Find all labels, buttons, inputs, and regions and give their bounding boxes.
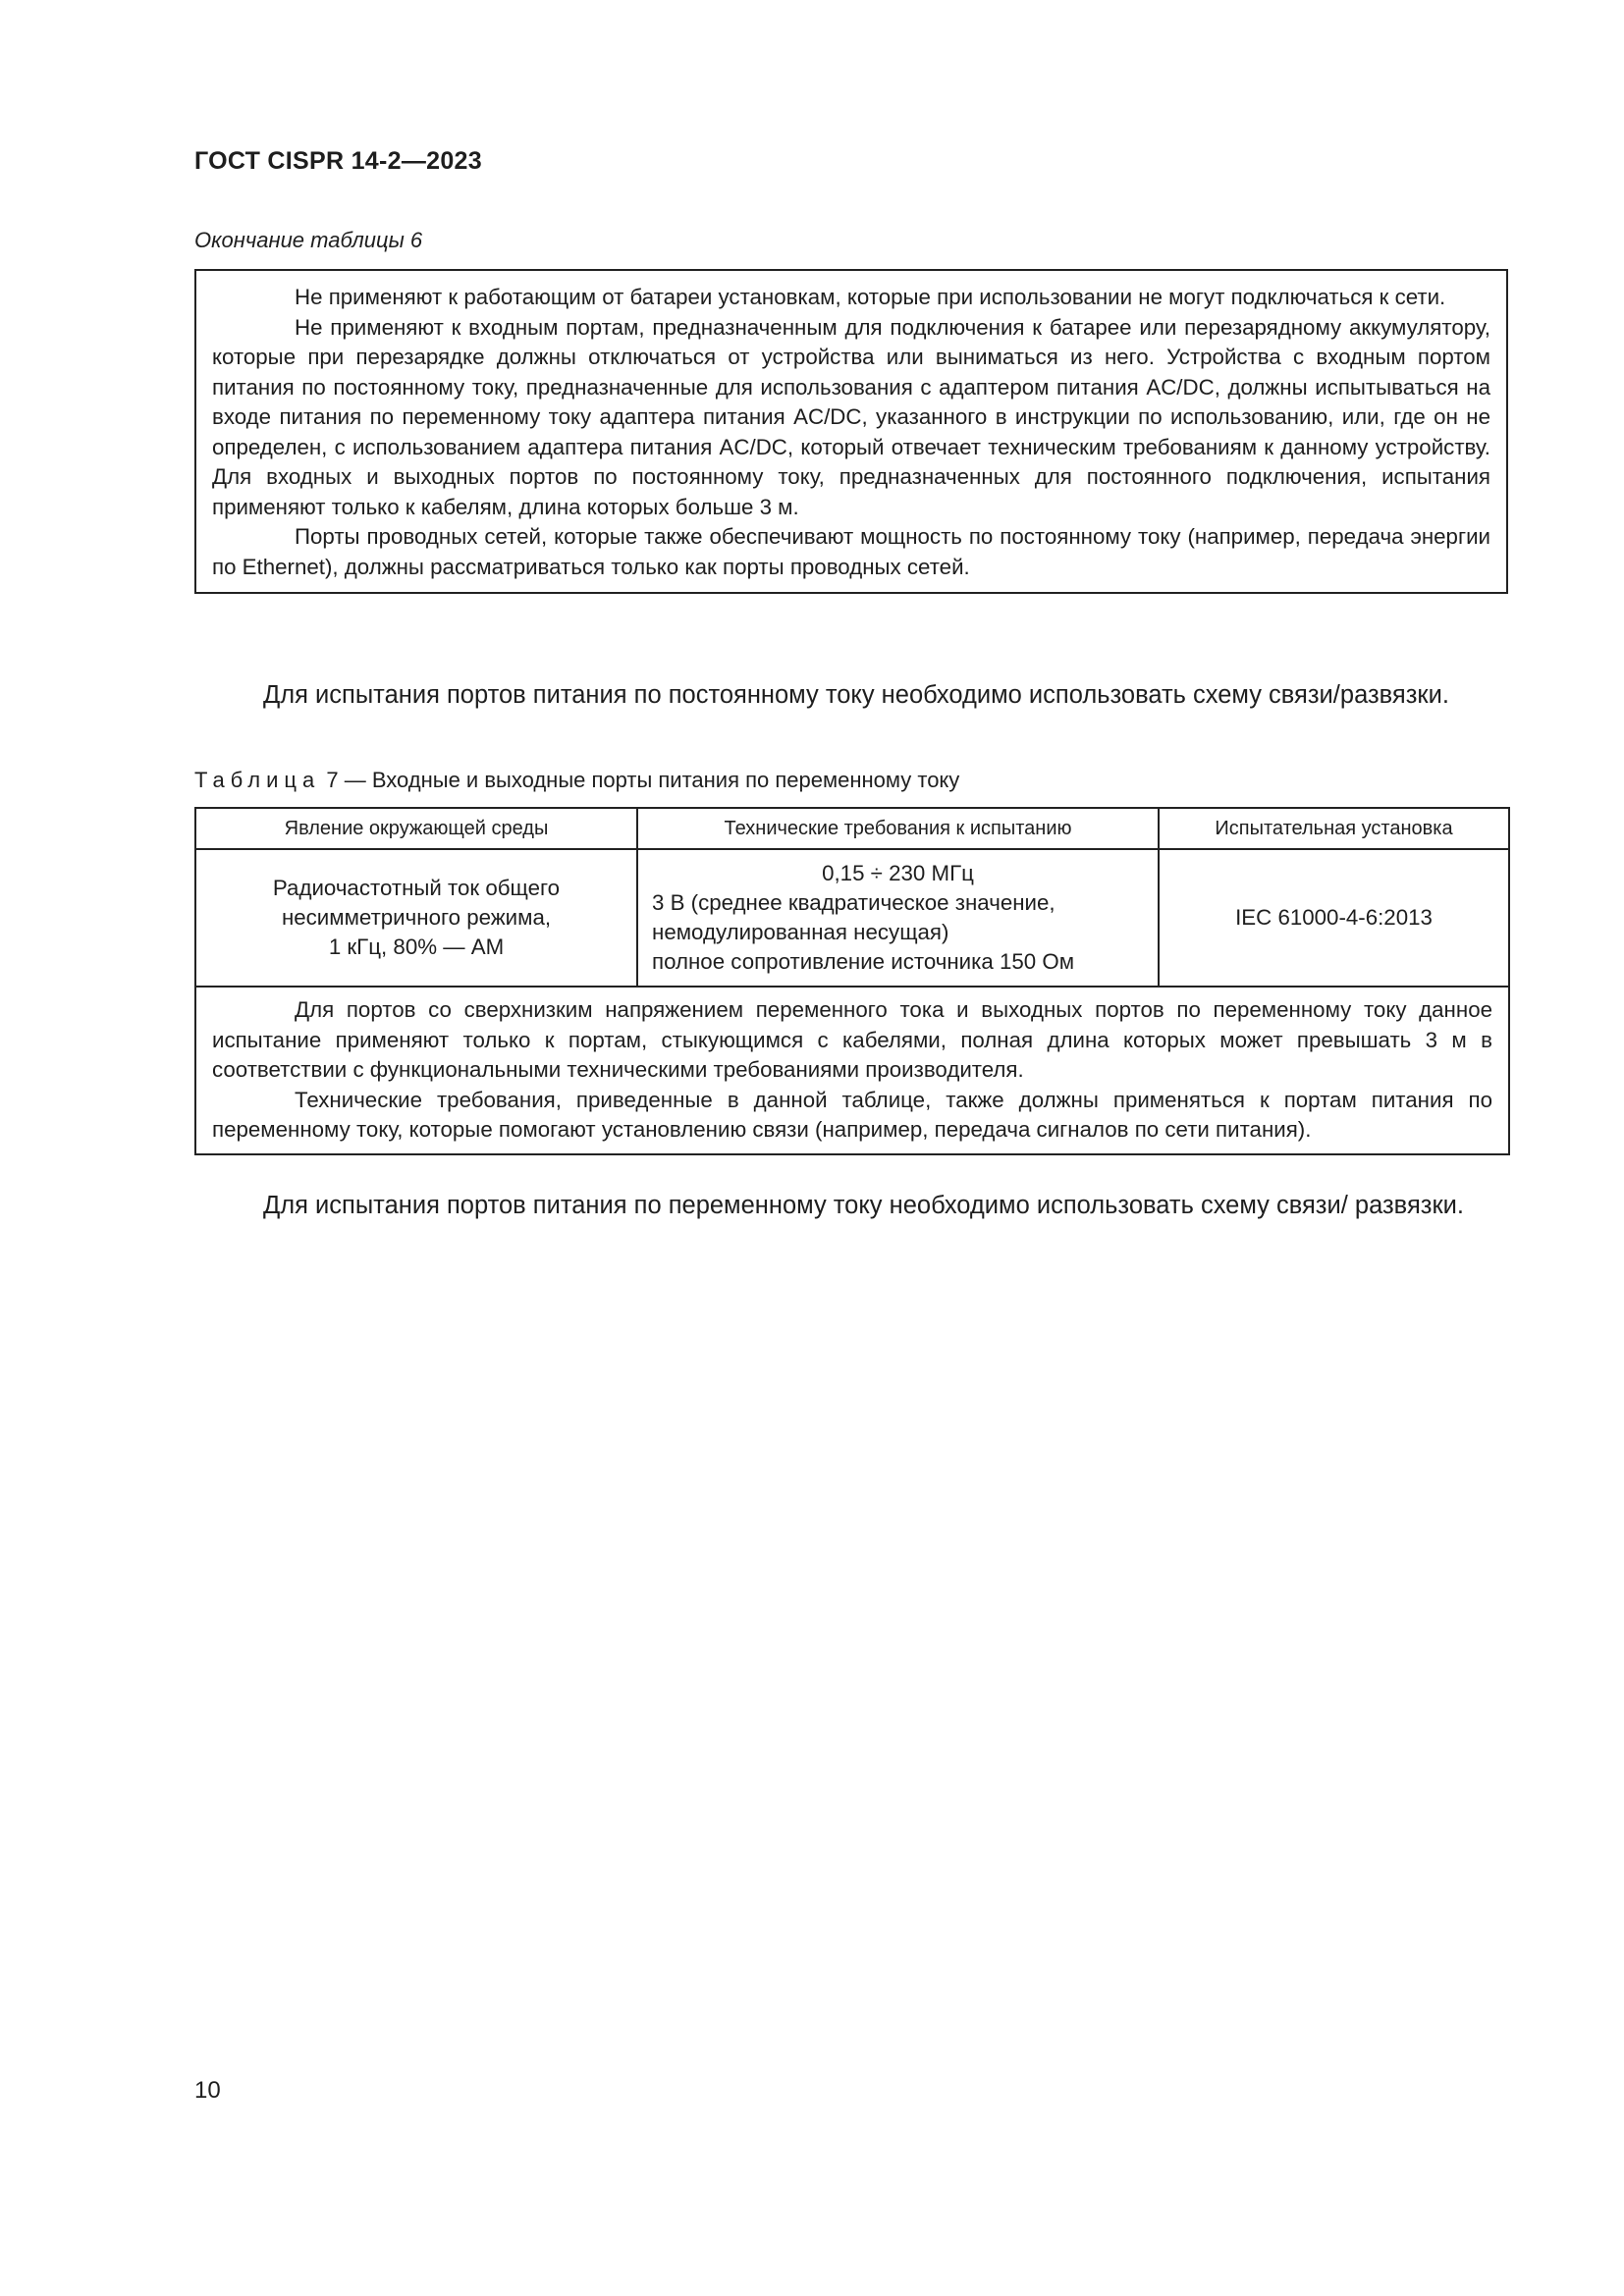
cell-line: Радиочастотный ток общего (272, 876, 561, 900)
cell-line: 1 кГц, 80% — АМ (328, 934, 505, 959)
body-paragraph: Для испытания портов питания по переменному току необходимо использовать схему связи/ развязки. (263, 1192, 1464, 1219)
body-paragraph: Для испытания портов питания по постоянному току необходимо использовать схему связи/развязки. (263, 681, 1449, 709)
cell-line: 0,15 ÷ 230 МГц (822, 861, 974, 885)
table7-caption (194, 768, 959, 793)
cell-line: несимметричного режима, (281, 905, 552, 930)
cell-requirements (637, 849, 1159, 987)
table7-note-paragraph: Технические требования, приведенные в данной таблице, также должны применяться к портам питания по переменному току, которые помогают установлению связи (например, передача сигналов по сети питания). (212, 1087, 1492, 1142)
cell-line: полное сопротивление источника 150 Ом (652, 949, 1075, 974)
cell-setup: IEC 61000-4-6:2013 (1159, 849, 1509, 987)
cell-line: 3 В (среднее квадратическое значение, (652, 890, 1056, 915)
table-row (195, 849, 1509, 987)
table-notes-row (195, 987, 1509, 1154)
table6-note-paragraph: Не применяют к работающим от батареи установкам, которые при использовании не могут подключаться к сети. (295, 285, 1446, 309)
table-header-row (195, 808, 1509, 849)
column-header-setup: Испытательная установка (1159, 808, 1509, 849)
table7 (194, 807, 1510, 1155)
table6-note-paragraph: Не применяют к входным портам, предназначенным для подключения к батарее или перезарядному аккумулятору, которые при перезарядке должны отключаться от устройства или выниматься из него. Устройства с входным портом питания по постоянному току, предназначенные для использования с адаптером питания AC/DC, должны испытываться на входе питания по переменному току адаптера питания AC/DC, указанного в инструкции по использованию, или, где он не определен, с использованием адаптера питания AC/DC, который отвечает техническим требованиям к данному устройству. Для входных и выходных портов по постоянному току, предназначенных для постоянного подключения, испытания применяют только к кабелям, длина которых больше 3 м. (212, 314, 1490, 519)
table7-caption-text: 7 — Входные и выходные порты питания по переменному току (326, 768, 960, 792)
table7-notes (195, 987, 1509, 1154)
table7-note-paragraph: Для портов со сверхнизким напряжением переменного тока и выходных портов по переменному току данное испытание применяют только к портам, стыкующимся с кабелями, полная длина которых может превышать 3 м в соответствии с функциональными техническими требованиями производителя. (212, 997, 1492, 1082)
document-header: ГОСТ CISPR 14-2—2023 (194, 147, 482, 175)
cell-line: немодулированная несущая) (652, 920, 949, 944)
table6-continuation-box (194, 269, 1508, 594)
table7-caption-label: Таблица (194, 768, 321, 792)
column-header-phenomenon: Явление окружающей среды (195, 808, 637, 849)
column-header-requirements: Технические требования к испытанию (637, 808, 1159, 849)
table6-note-paragraph: Порты проводных сетей, которые также обеспечивают мощность по постоянному току (например, передача энергии по Ethernet), должны рассматриваться только как порты проводных сетей. (212, 524, 1490, 579)
cell-phenomenon (195, 849, 637, 987)
page-number: 10 (194, 2077, 221, 2104)
table6-continuation-caption: Окончание таблицы 6 (194, 228, 423, 252)
